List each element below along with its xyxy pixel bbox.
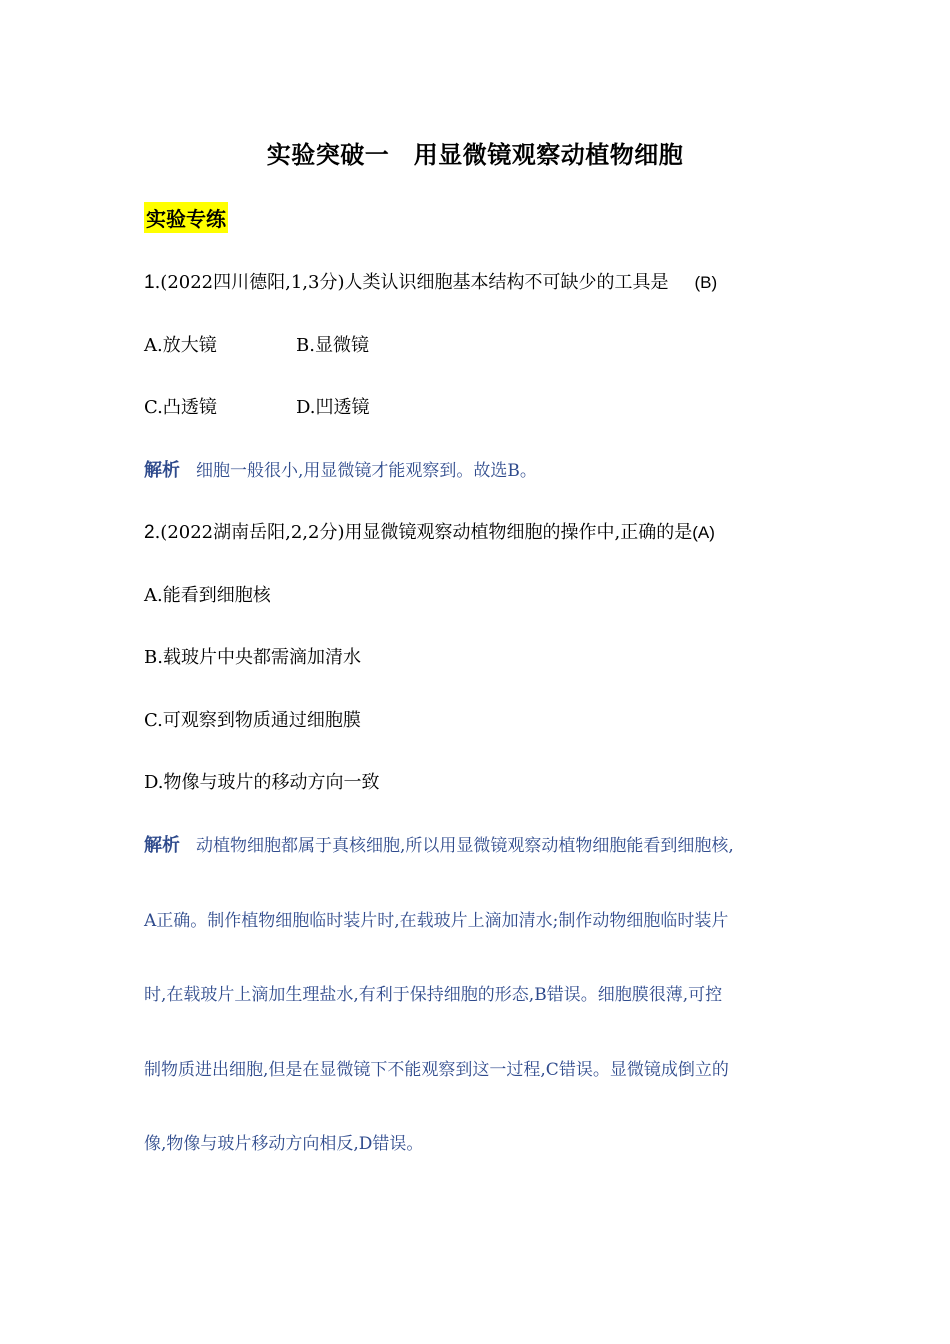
analysis-2-line-2: A正确。制作植物细胞临时装片时,在载玻片上滴加清水;制作动物细胞临时装片 [144, 911, 729, 931]
question-number: 2 [144, 522, 155, 543]
analysis-2-line-3: 时,在载玻片上滴加生理盐水,有利于保持细胞的形态,B错误。细胞膜很薄,可控 [144, 985, 723, 1005]
analysis-1 [144, 456, 537, 482]
question-answer: (B) [694, 273, 718, 292]
analysis-2-line-1 [144, 831, 734, 857]
options-row-1 [144, 331, 369, 357]
option-c: C.可观察到物质通过细胞膜 [144, 710, 361, 731]
page-title: 实验突破一 用显微镜观察动植物细胞 [266, 141, 684, 169]
analysis-text: 动植物细胞都属于真核细胞,所以用显微镜观察动植物细胞能看到细胞核, [196, 836, 734, 856]
option-d: D.凹透镜 [296, 397, 370, 418]
option-b: B.载玻片中央都需滴加清水 [144, 647, 361, 668]
question-2 [144, 518, 715, 544]
option-c: C.凸透镜 [144, 397, 217, 418]
question-stem: .(2022湖南岳阳,2,2分)用显微镜观察动植物细胞的操作中,正确的是 [154, 522, 693, 543]
question-answer: (A) [692, 523, 715, 542]
analysis-label: 解析 [144, 460, 180, 481]
analysis-2-line-5: 像,物像与玻片移动方向相反,D错误。 [144, 1134, 424, 1154]
analysis-label: 解析 [144, 835, 180, 856]
option-a: A.放大镜 [144, 335, 217, 356]
question-1 [144, 268, 717, 294]
question-number: 1 [144, 272, 155, 293]
option-a: A.能看到细胞核 [144, 585, 271, 606]
section-heading: 实验专练 [144, 202, 228, 233]
options-row-2 [144, 393, 370, 419]
analysis-2-line-4: 制物质进出细胞,但是在显微镜下不能观察到这一过程,C错误。显微镜成倒立的 [144, 1060, 729, 1080]
analysis-text: 细胞一般很小,用显微镜才能观察到。故选B。 [196, 461, 537, 481]
question-stem: .(2022四川德阳,1,3分)人类认识细胞基本结构不可缺少的工具是 [154, 272, 669, 293]
option-d: D.物像与玻片的移动方向一致 [144, 772, 380, 793]
option-b: B.显微镜 [296, 335, 369, 356]
